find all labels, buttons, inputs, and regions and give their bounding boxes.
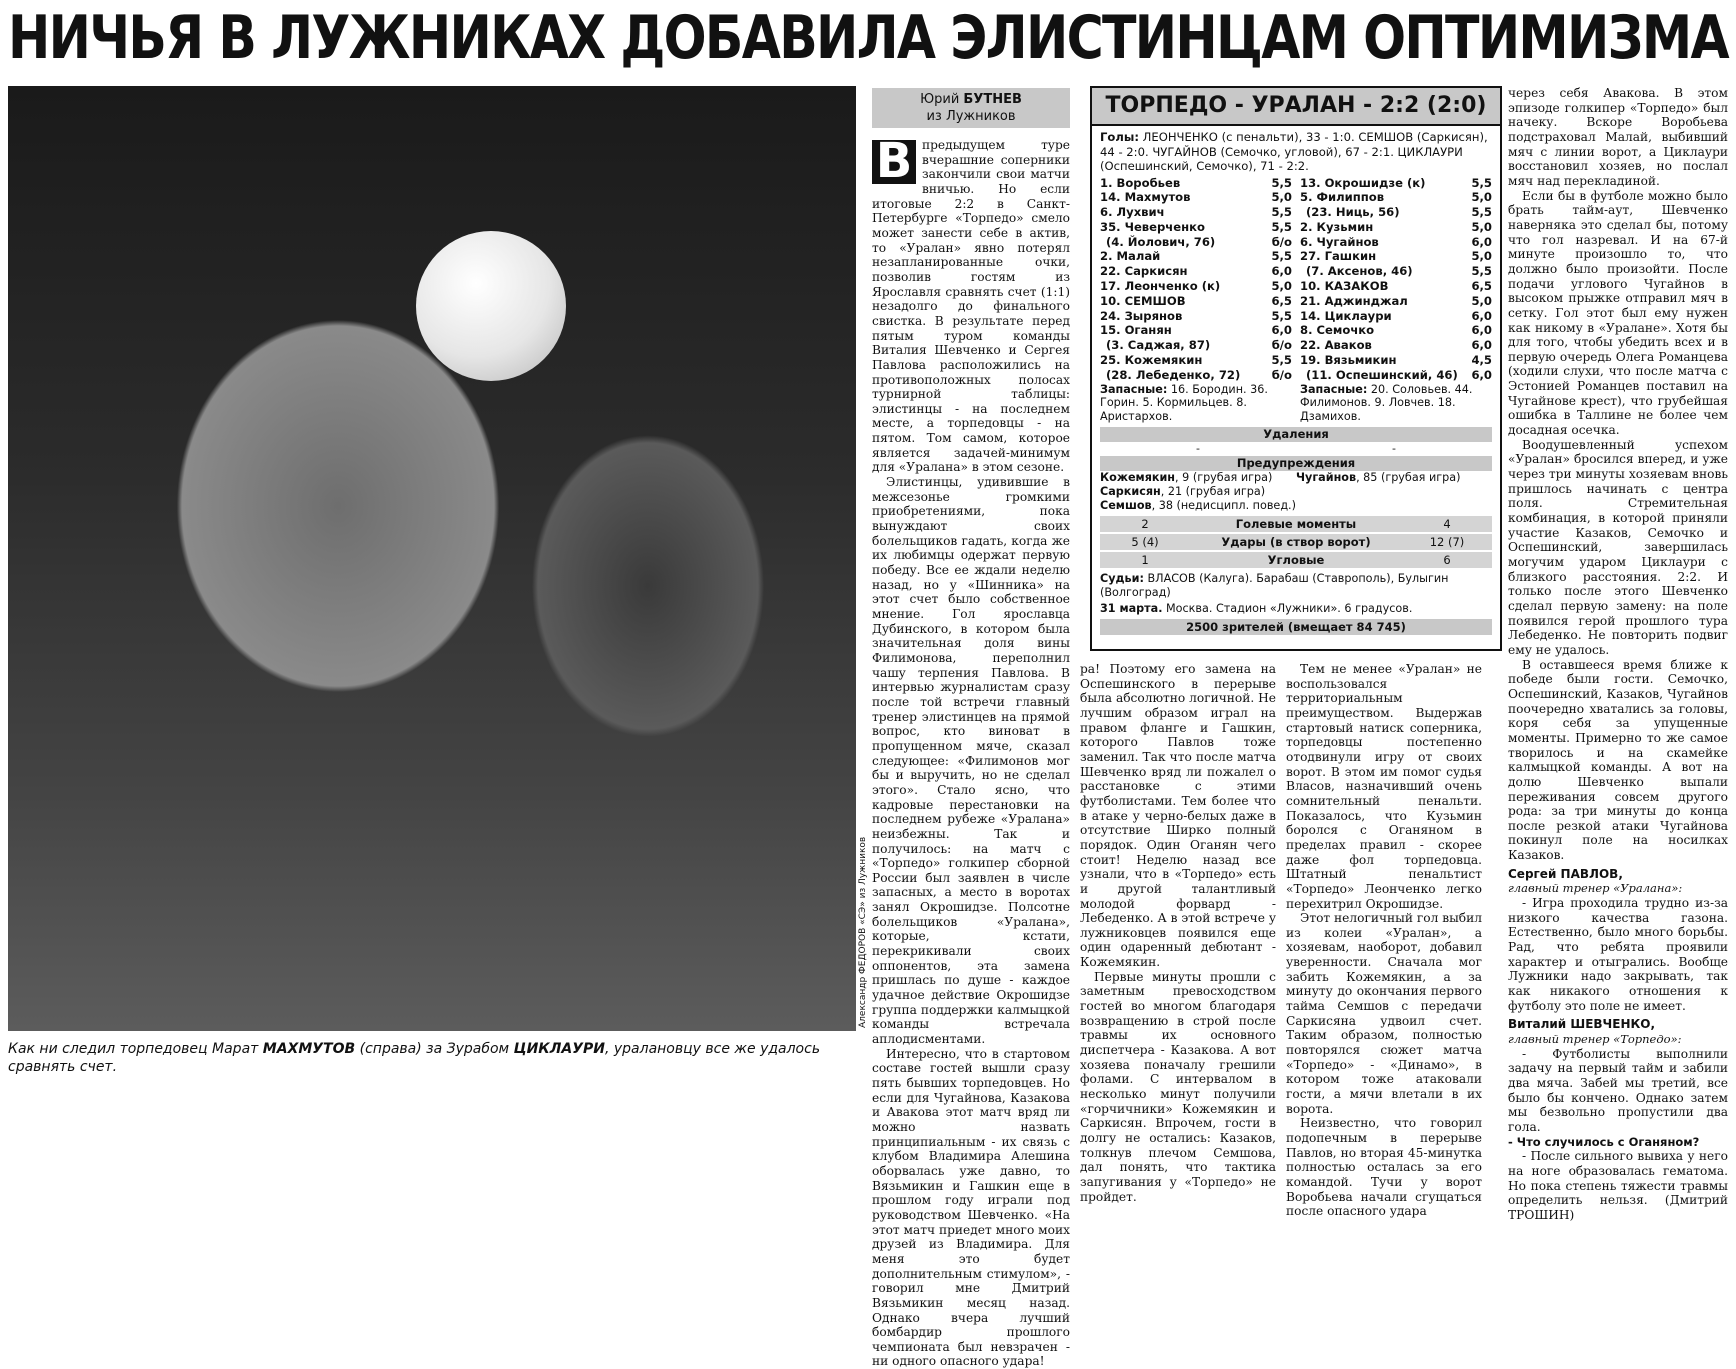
- stat-away: 4: [1443, 517, 1451, 532]
- caution-entry: Чугайнов, 85 (грубая игра): [1296, 471, 1461, 485]
- player-name: 6. Лухвич: [1100, 205, 1165, 220]
- player-rating: 5,0: [1471, 249, 1492, 264]
- player-name: 8. Семочко: [1300, 323, 1375, 338]
- lineups: [1092, 176, 1500, 383]
- player-row: [1300, 368, 1492, 383]
- home-cautions: [1100, 471, 1296, 513]
- player-rating: 5,5: [1471, 264, 1492, 279]
- coach-1-quote: - Игра проходила трудно из-за низкого качества газона. Естественно, было много борьбы. Рад, что ребята проявили характер и отыгрались. Вообще Лужники надо закрывать, так как никакого отношения к футболу это поле не имеет.: [1508, 896, 1728, 1013]
- stat-label: Удары (в створ ворот): [1221, 535, 1371, 550]
- stat-away: 12 (7): [1429, 535, 1465, 550]
- cautions: [1092, 471, 1500, 513]
- player-row: [1300, 323, 1492, 338]
- paragraph: Тем не менее «Уралан» не воспользовался территориальным преимуществом. Выдержав стартовый натиск соперника, торпедовцы постепенно отодвинули игру от своих ворот. В этом им помог судья Власов, назначивший очень сомнительный пенальти. Показалось, что Кузьмин боролся с Оганяном в пределах правил - скорее даже фол торпедовца. Штатный пенальтист «Торпедо» Леонченко легко перехитрил Окрошидзе.: [1286, 662, 1482, 911]
- player-rating: 5,0: [1271, 279, 1292, 294]
- player-name: (7. Аксенов, 46): [1306, 264, 1413, 279]
- player-name: 5. Филиппов: [1300, 190, 1385, 205]
- stat-label: Голевые моменты: [1235, 517, 1357, 532]
- player-rating: 6,0: [1471, 323, 1492, 338]
- caption-name-1: МАХМУТОВ: [262, 1041, 356, 1057]
- player-row: [1300, 235, 1492, 250]
- paragraph: предыдущем туре вчерашние соперники закончили свои матчи вничью. Но если итоговые 2:2 в Санкт-Петербурге «Торпедо» смело может занести себе в актив, то «Уралан» явно потерял незапланированные очки, позволив гостям из Ярославля сравнять счет (1:1) незадолго до финального свистка. В результате перед пятым туром команды Виталия Шевченко и Сергея Павлова расположились на противоположных полосах турнирной таблицы: элистинцы - на последнем месте, а торпедовцы - на пятом. Том самом, которое является задачей-минимум для «Уралана» в этом сезоне.: [872, 138, 1070, 475]
- paragraph: Этот нелогичный гол выбил из колеи «Уралан», а хозяевам, наоборот, добавил уверенности. Сначала мог забить Кожемякин, а за минуту до окончания первого тайма Семшов с передачи Саркисяна удвоил счет. Таким образом, полностью повторялся сюжет матча «Торпедо» - «Динамо», в котором тоже атаковали гости, а мячи влетали в их ворота.: [1286, 911, 1482, 1116]
- player-name: 22. Аваков: [1300, 338, 1372, 353]
- player-name: 21. Аджинджал: [1300, 293, 1408, 308]
- player-name: 15. Оганян: [1100, 323, 1172, 338]
- player-row: [1300, 205, 1492, 220]
- player-rating: 6,0: [1471, 308, 1492, 323]
- player-name: 25. Кожемякин: [1100, 353, 1203, 368]
- player-name: 19. Вязьмикин: [1300, 353, 1397, 368]
- player-name: 10. СЕМШОВ: [1100, 293, 1186, 308]
- player-rating: 6,0: [1471, 234, 1492, 249]
- stat-away: 6: [1443, 553, 1451, 568]
- away-lineup: [1292, 176, 1492, 383]
- player-name: 24. Зырянов: [1100, 308, 1183, 323]
- caution-entry: Саркисян, 21 (грубая игра): [1100, 485, 1266, 499]
- player-rating: 5,5: [1471, 205, 1492, 220]
- article-column-1: [872, 133, 1070, 1369]
- player-name: 22. Саркисян: [1100, 264, 1188, 279]
- attendance: 2500 зрителей (вмещает 84 745): [1100, 619, 1492, 635]
- player-row: [1100, 294, 1292, 309]
- player-rating: 6,0: [1471, 367, 1492, 382]
- player-name: 27. Гашкин: [1300, 249, 1377, 264]
- player-row: [1300, 249, 1492, 264]
- player-row: [1300, 353, 1492, 368]
- player-rating: б/о: [1271, 234, 1292, 249]
- sendoffs-values: - -: [1196, 442, 1396, 456]
- coach-1-role: главный тренер «Уралана»:: [1508, 881, 1683, 896]
- away-subs: Запасные: 20. Соловьев. 44. Филимонов. 9. Ловчев. 18. Дзамихов.: [1300, 382, 1473, 423]
- match-date: 31 марта. Москва. Стадион «Лужники». 6 градусов.: [1100, 602, 1413, 616]
- player-rating: 5,0: [1471, 190, 1492, 205]
- article-column-4: [1508, 86, 1728, 1222]
- player-row: [1100, 353, 1292, 368]
- player-row: [1100, 176, 1292, 191]
- player-row: [1300, 279, 1492, 294]
- player-row: [1300, 294, 1492, 309]
- home-subs: Запасные: 16. Бородин. 36. Горин. 5. Кормильцев. 8. Аристархов.: [1100, 382, 1268, 423]
- match-title: ТОРПЕДО - УРАЛАН - 2:2 (2:0): [1092, 88, 1500, 126]
- caption-name-2: ЦИКЛАУРИ: [513, 1041, 605, 1057]
- paragraph: Интересно, что в стартовом составе гостей вышли сразу пять бывших торпедовцев. Но если для Чугайнова, Казакова и Авакова этот матч вряд ли можно назвать принципиальным - их связь с клубом Владимира Алешина оборвалась уже давно, то Вязьмикин и Гашкин еще в прошлом году играли под руководством Шевченко. «На этот матч приедет много моих друзей из Владимира. Для меня это будет дополнительным стимулом», - говорил мне Дмитрий Вязьмикин месяц назад. Однако вчера лучший бомбардир прошлого чемпионата был невзрачен - ни одного опасного удара!: [872, 1046, 1070, 1369]
- stat-home: 5 (4): [1131, 535, 1159, 550]
- interview-answer: - После сильного вывиха у него на ноге образовалась гематома. Но пока степень тяжести травмы определить нельзя. (Дмитрий ТРОШИН): [1508, 1149, 1728, 1222]
- player-row: [1100, 368, 1292, 383]
- caution-entry: Семшов, 38 (недисципл. повед.): [1100, 499, 1296, 513]
- paragraph: Воодушевленный успехом «Уралан» бросился вперед, и уже через три минуты хозяевам вновь пришлось начинать с центра поля. Стремительная комбинация, в которой приняли участие Казаков, Семочко и Оспешинский, завершилась могучим ударом Циклаури с близкого расстояния. 2:2. И только после этого Шевченко сделал первую замену: на поле появился герой прошлого тура Лебеденко. Не повторить подвиг ему не удалось.: [1508, 437, 1728, 657]
- player-rating: 5,0: [1271, 190, 1292, 205]
- player-rating: 6,0: [1471, 338, 1492, 353]
- player-rating: 6,5: [1471, 279, 1492, 294]
- player-name: 2. Малай: [1100, 249, 1161, 264]
- stat-home: 1: [1141, 553, 1149, 568]
- stat-row: [1100, 534, 1492, 550]
- caution-entry: Кожемякин, 9 (грубая игра): [1100, 471, 1273, 485]
- paragraph: Если бы в футболе можно было брать тайм-аут, Шевченко наверняка это сделал бы, потому что гол назревал. И на 67-й минуте произошло то, что должно было произойти. После подачи углового Чугайнов в высоком прыжке отправил мяч в сетку. Гол этот был ему нужен как никому в «Уралане». Хотя бы для того, чтобы убедить всех и в первую очередь Олега Романцева (ходили слухи, что после матча с Эстонией Романцев поставил на Чугайнове крест), что грубейшая ошибка в Таллине не более чем досадная осечка.: [1508, 188, 1728, 438]
- player-rating: 6,0: [1271, 264, 1292, 279]
- stat-row: [1100, 552, 1492, 568]
- player-row: [1100, 220, 1292, 235]
- player-rating: 5,5: [1271, 205, 1292, 220]
- player-rating: б/о: [1271, 367, 1292, 382]
- paragraph: В оставшееся время ближе к победе были гости. Семочко, Оспешинский, Казаков, Чугайнов поочередно хватались за головы, коря себя за упущенные моменты. Примерно то же самое творилось и на скамейке калмыцкой команды. А вот на долю Шевченко выпали переживания совсем другого рода: за три минуты до конца после резкой атаки Чугайнова покинул поле на носилках Казаков.: [1508, 657, 1728, 863]
- player-row: [1100, 235, 1292, 250]
- player-row: [1100, 323, 1292, 338]
- paragraph: Элистинцы, удивившие в межсезонье громкими приобретениями, пока вынуждают своих болельщиков гадать, когда же их любимцы одержат первую победу. Все ее ждали неделю назад, но у «Шинника» на этот счет было собственное мнение. Гол ярославца Дубинского, в котором была значительная доля вины Филимонова, переполнил чашу терпения Павлова. В интервью журналистам сразу после той встречи главный тренер элистинцев на прямой вопрос, кто виноват в пропущенном мяче, сказал следующее: «Филимонов мог бы и выручить, но не сделал этого». Стало ясно, что кадровые перестановки на последнем рубеже «Уралана» неизбежны. Так и получилось: на матч с «Торпедо» голкипер сборной России был заявлен в числе запасных, а место в воротах занял Окрошидзе. Полсотне болельщиков «Уралана», которые, кстати, перекрикивали своих оппонентов, эта замена пришлась по душе - каждое удачное действие Окрошидзе группа поддержки калмыцкой команды встречала аплодисментами.: [872, 475, 1070, 1047]
- substitutes: [1092, 383, 1500, 424]
- player-rating: 5,5: [1271, 219, 1292, 234]
- player-row: [1100, 279, 1292, 294]
- player-name: 10. КАЗАКОВ: [1300, 279, 1389, 294]
- player-row: [1100, 249, 1292, 264]
- player-row: [1300, 176, 1492, 191]
- player-row: [1100, 338, 1292, 353]
- player-rating: 5,5: [1271, 353, 1292, 368]
- photo-credit: Александр ФЕДОРОВ «СЭ» из Лужников: [858, 836, 868, 1028]
- coach-2-role: главный тренер «Торпедо»:: [1508, 1032, 1682, 1046]
- player-rating: 5,5: [1271, 308, 1292, 323]
- byline: Юрий БУТНЕВ из Лужников: [872, 88, 1070, 128]
- paragraph: Первые минуты прошли с заметным превосходством гостей во многом благодаря возвращению в строй после травмы их основного диспетчера - Казакова. А вот хозяева поначалу грешили фолами. С интервалом в несколько минут получили «горчичники» Кожемякин и Саркисян. Впрочем, гости в долгу не остались: Казаков, толкнув плечом Семшова, дал понять, что тактика запугивания у «Торпедо» не пройдет.: [1080, 969, 1276, 1204]
- player-rating: 4,5: [1471, 353, 1492, 368]
- player-name: (28. Лебеденко, 72): [1106, 367, 1241, 382]
- player-name: 35. Чеверченко: [1100, 219, 1205, 234]
- player-row: [1300, 338, 1492, 353]
- player-rating: 5,0: [1471, 293, 1492, 308]
- home-lineup: [1100, 176, 1292, 383]
- coach-2-name: Виталий ШЕВЧЕНКО,: [1508, 1017, 1656, 1032]
- player-name: 6. Чугайнов: [1300, 234, 1379, 249]
- match-photo: [8, 86, 856, 1031]
- player-name: 13. Окрошидзе (к): [1300, 175, 1426, 190]
- player-row: [1300, 190, 1492, 205]
- player-row: [1300, 309, 1492, 324]
- stat-home: 2: [1141, 517, 1149, 532]
- article-column-3: [1286, 662, 1482, 1219]
- headline: НИЧЬЯ В ЛУЖНИКАХ ДОБАВИЛА ЭЛИСТИНЦАМ ОПТИМИЗМА: [8, 3, 1728, 73]
- interview-question: - Что случилось с Оганяном?: [1508, 1134, 1700, 1149]
- match-report-box: [1090, 86, 1502, 651]
- referees: Судьи: ВЛАСОВ (Калуга). Барабаш (Ставрополь), Булыгин (Волгоград): [1100, 572, 1449, 600]
- player-name: 14. Махмутов: [1100, 190, 1191, 205]
- player-row: [1300, 220, 1492, 235]
- stat-label: Угловые: [1267, 553, 1325, 568]
- paragraph: через себя Авакова. В этом эпизоде голкипер «Торпедо» был начеку. Вскоре Воробьева подстраховал Малай, выбивший мяч с линии ворот, а Циклаури восстановил хозяев, но послал мяч над перекладиной.: [1508, 86, 1728, 188]
- dropcap: В: [872, 140, 916, 184]
- player-name: 17. Леонченко (к): [1100, 279, 1221, 294]
- player-name: (4. Йолович, 76): [1106, 234, 1216, 249]
- player-name: (11. Оспешинский, 46): [1306, 367, 1458, 382]
- player-rating: 5,0: [1471, 219, 1492, 234]
- player-rating: б/о: [1271, 338, 1292, 353]
- player-row: [1100, 264, 1292, 279]
- player-rating: 5,5: [1271, 249, 1292, 264]
- paragraph: Неизвестно, что говорил подопечным в перерыве Павлов, но вторая 45-минутка полностью осталась за его командой. Тучи у ворот Воробьева начали сгущаться после опасного удара: [1286, 1116, 1482, 1219]
- match-stats: [1092, 516, 1500, 568]
- player-name: (3. Саджая, 87): [1106, 338, 1211, 353]
- player-name: 14. Циклаури: [1300, 308, 1392, 323]
- stat-row: [1100, 516, 1492, 532]
- coach-1-name: Сергей ПАВЛОВ,: [1508, 866, 1623, 881]
- player-name: 2. Кузьмин: [1300, 219, 1374, 234]
- player-rating: 6,5: [1271, 293, 1292, 308]
- sendoffs-header: Удаления: [1100, 427, 1492, 442]
- player-name: (23. Ниць, 56): [1306, 205, 1400, 220]
- article-column-2: [1080, 662, 1276, 1204]
- player-row: [1100, 309, 1292, 324]
- player-name: 1. Воробьев: [1100, 175, 1181, 190]
- cautions-header: Предупреждения: [1100, 456, 1492, 471]
- paragraph: ра! Поэтому его замена на Оспешинского в перерыве была абсолютно логичной. Не лучшим образом играл на правом фланге и Гашкин, которого Павлов тоже заменил. Так что после матча Шевченко вряд ли пожалел о расстановке с этими футболистами. Тем более что в атаке у черно-белых даже в отсутствие Ширко полный порядок. Один Оганян чего стоит! Неделю назад все узнали, что в «Торпедо» есть и другой талантливый молодой форвард - Лебеденко. А в этой встрече у лужниковцев появился еще один одаренный дебютант - Кожемякин.: [1080, 662, 1276, 970]
- player-rating: 5,5: [1271, 175, 1292, 190]
- player-row: [1300, 264, 1492, 279]
- away-cautions: [1296, 471, 1492, 513]
- player-rating: 6,0: [1271, 323, 1292, 338]
- goals: Голы: ЛЕОНЧЕНКО (с пенальти), 33 - 1:0. СЕМШОВ (Саркисян), 44 - 2:0. ЧУГАЙНОВ (Семочко, угловой), 67 - 2:1. ЦИКЛАУРИ (Оспешинский, Семочко), 71 - 2:2.: [1100, 130, 1488, 173]
- football: [416, 231, 566, 381]
- player-rating: 5,5: [1471, 175, 1492, 190]
- coach-2-quote: - Футболисты выполнили задачу на первый тайм и забили два мяча. Забей мы третий, все было бы кончено. Однако затем мы безвольно пропустили два гола.: [1508, 1046, 1728, 1134]
- player-row: [1100, 190, 1292, 205]
- photo-caption: Как ни следил торпедовец Марат МАХМУТОВ (справа) за Зурабом ЦИКЛАУРИ, уралановцу все же удалось сравнять счет.: [8, 1041, 821, 1075]
- player-row: [1100, 205, 1292, 220]
